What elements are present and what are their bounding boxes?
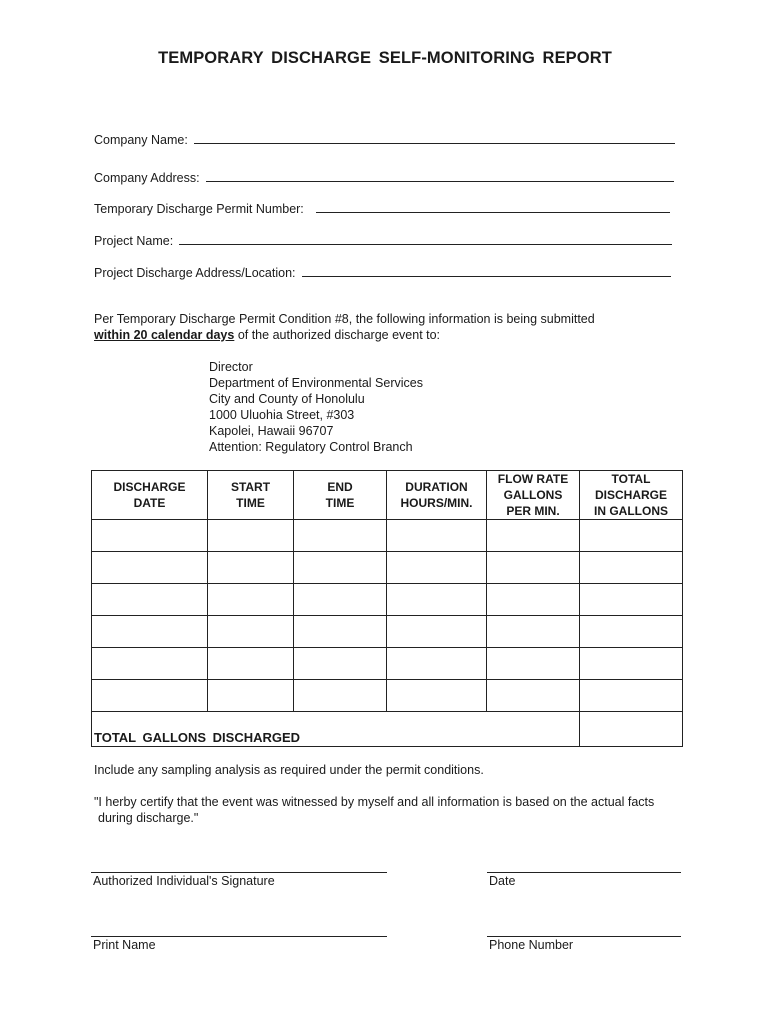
cell-start[interactable] [208,520,294,552]
header-total-discharge: TOTAL DISCHARGE IN GALLONS [580,471,683,520]
cell-duration[interactable] [387,616,487,648]
project-location-label: Project Discharge Address/Location: [94,266,296,280]
table-row [92,552,683,584]
project-name-field[interactable] [94,232,672,248]
address-line: Director [209,360,253,374]
cell-total[interactable] [580,584,683,616]
cell-date[interactable] [92,584,208,616]
certify-line-2: during discharge." [98,811,199,825]
permit-number-field[interactable] [94,200,670,216]
company-name-blank[interactable] [194,131,675,144]
cell-total[interactable] [580,680,683,712]
cell-start[interactable] [208,616,294,648]
cell-end[interactable] [294,648,387,680]
header-discharge-date: DISCHARGE DATE [92,471,208,520]
intro-paragraph [94,311,595,343]
cell-end[interactable] [294,680,387,712]
cell-flow-rate[interactable] [487,552,580,584]
cell-flow-rate[interactable] [487,520,580,552]
company-address-blank[interactable] [206,169,674,182]
cell-total[interactable] [580,520,683,552]
cell-start[interactable] [208,648,294,680]
cell-date[interactable] [92,520,208,552]
cell-total[interactable] [580,648,683,680]
project-name-blank[interactable] [179,232,672,245]
recipient-address [209,359,423,455]
header-end-time: END TIME [294,471,387,520]
address-line: Department of Environmental Services [209,376,423,390]
print-name-line[interactable] [91,936,387,937]
address-line: Kapolei, Hawaii 96707 [209,424,334,438]
cell-date[interactable] [92,680,208,712]
signature-label: Authorized Individual's Signature [93,874,275,888]
address-line: 1000 Uluohia Street, #303 [209,408,355,422]
table-header-row [92,471,683,520]
total-gallons-label: TOTAL GALLONS DISCHARGED [92,712,580,747]
table-row [92,648,683,680]
cell-duration[interactable] [387,520,487,552]
cell-end[interactable] [294,616,387,648]
cell-end[interactable] [294,552,387,584]
cell-total[interactable] [580,552,683,584]
header-flow-rate: FLOW RATE GALLONS PER MIN. [487,471,580,520]
cell-date[interactable] [92,552,208,584]
address-line: Attention: Regulatory Control Branch [209,440,413,454]
phone-number-label: Phone Number [489,938,574,952]
cell-end[interactable] [294,520,387,552]
address-line: City and County of Honolulu [209,392,365,406]
header-start-time: START TIME [208,471,294,520]
permit-number-blank[interactable] [316,200,670,213]
intro-line-1: Per Temporary Discharge Permit Condition #8, the following information is being submitted [94,312,595,326]
cell-total[interactable] [580,616,683,648]
project-location-blank[interactable] [302,264,671,277]
cell-duration[interactable] [387,584,487,616]
phone-number-line[interactable] [487,936,681,937]
report-title: TEMPORARY DISCHARGE SELF-MONITORING REPORT [158,49,612,67]
cell-end[interactable] [294,584,387,616]
total-row [92,712,683,747]
project-name-label: Project Name: [94,234,174,248]
print-name-label: Print Name [93,938,156,952]
company-address-field[interactable] [94,169,674,185]
cell-flow-rate[interactable] [487,616,580,648]
certification-statement [94,794,654,826]
table-row [92,584,683,616]
cell-duration[interactable] [387,680,487,712]
cell-flow-rate[interactable] [487,648,580,680]
sampling-note: Include any sampling analysis as required under the permit conditions. [94,763,484,777]
cell-duration[interactable] [387,648,487,680]
discharge-log-table [91,470,683,747]
cell-date[interactable] [92,616,208,648]
cell-flow-rate[interactable] [487,584,580,616]
intro-line-2-rest: of the authorized discharge event to: [234,328,441,342]
company-name-label: Company Name: [94,133,188,147]
table-row [92,680,683,712]
cell-start[interactable] [208,680,294,712]
permit-number-label: Temporary Discharge Permit Number: [94,202,304,216]
project-location-field[interactable] [94,264,671,280]
header-duration: DURATION HOURS/MIN. [387,471,487,520]
cell-start[interactable] [208,584,294,616]
cell-flow-rate[interactable] [487,680,580,712]
total-gallons-cell[interactable] [580,712,683,747]
certify-line-1: "I herby certify that the event was witnessed by myself and all information is based on the actual facts [94,795,655,809]
intro-line-2 [94,327,595,343]
company-address-label: Company Address: [94,171,200,185]
intro-emphasis: within 20 calendar days [94,328,235,342]
signature-line[interactable] [91,872,387,873]
table-row [92,616,683,648]
company-name-field[interactable] [94,131,675,147]
date-line[interactable] [487,872,681,873]
cell-date[interactable] [92,648,208,680]
cell-start[interactable] [208,552,294,584]
date-label: Date [489,874,516,888]
cell-duration[interactable] [387,552,487,584]
table-row [92,520,683,552]
